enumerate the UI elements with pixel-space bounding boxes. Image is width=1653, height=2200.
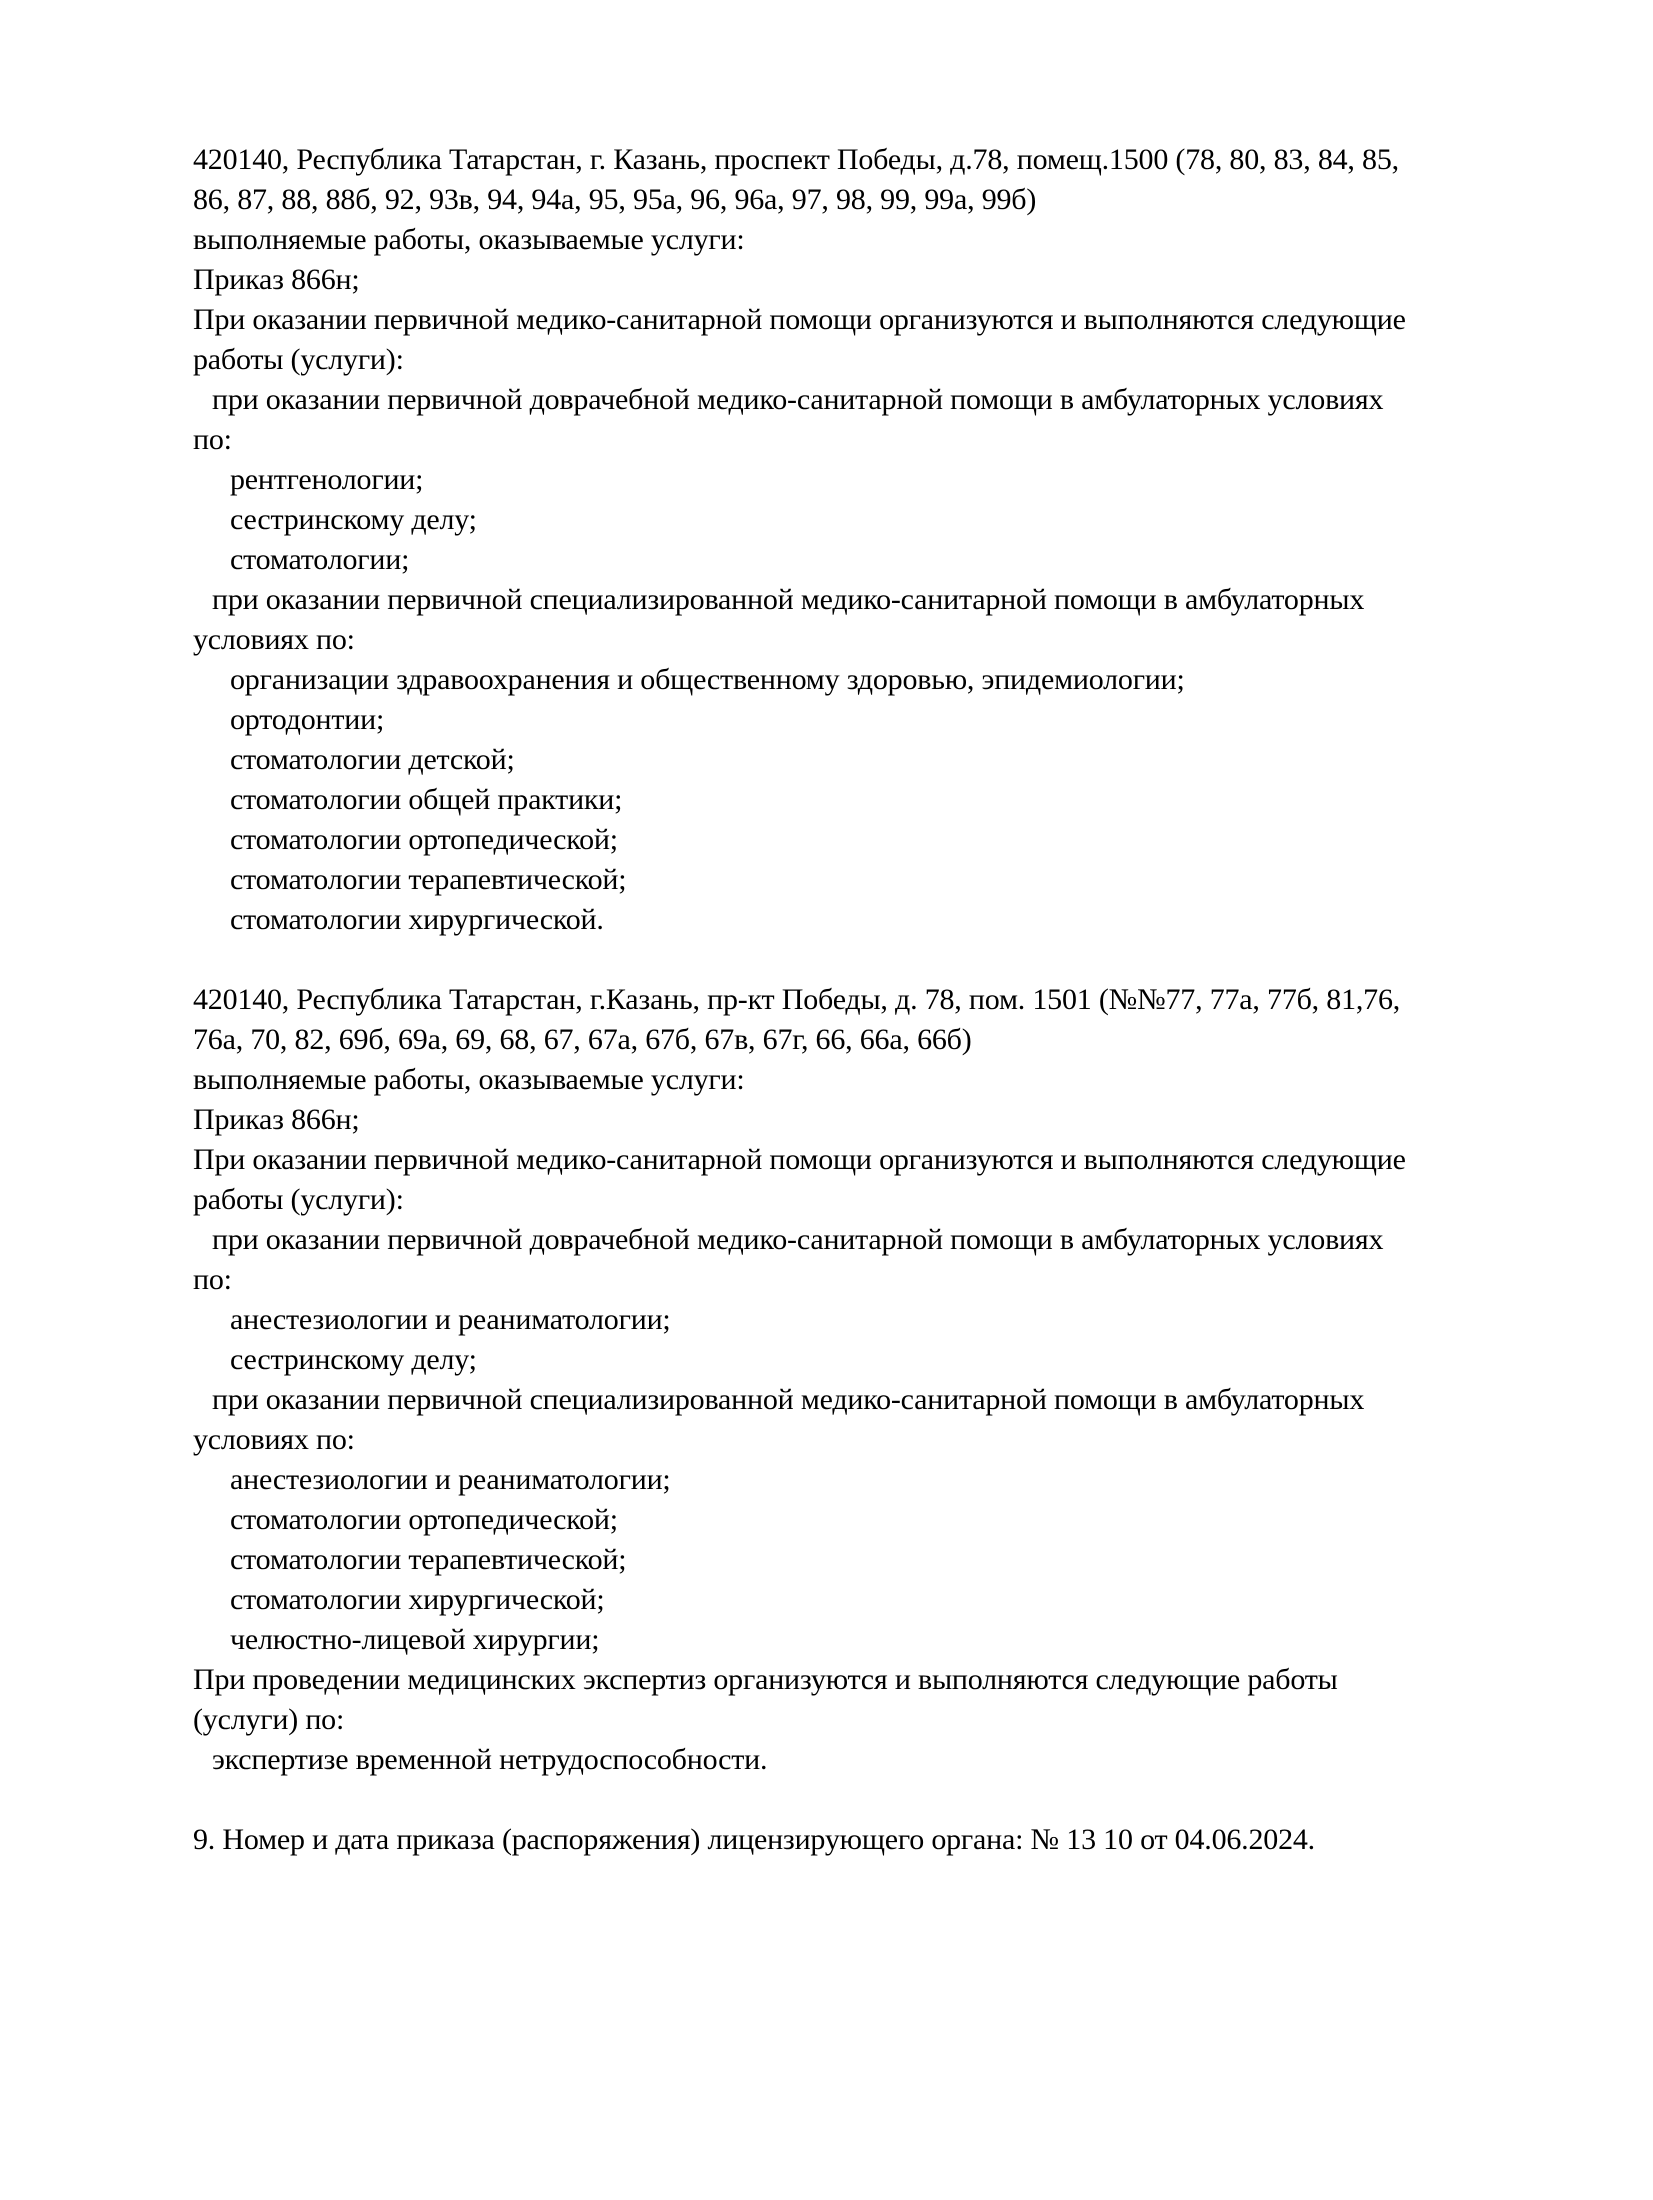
text-line: сестринскому делу;: [230, 1343, 477, 1376]
text-line: 420140, Республика Татарстан, г. Казань, проспект Победы, д.78, помещ.1500 (78, 80, 83, 84, 85,: [193, 143, 1399, 176]
text-line: анестезиологии и реаниматологии;: [230, 1463, 671, 1496]
text-line: 420140, Республика Татарстан, г.Казань, пр-кт Победы, д. 78, пом. 1501 (№№77, 77а, 77б, 81,76,: [193, 983, 1401, 1016]
text-line: При проведении медицинских экспертиз организуются и выполняются следующие работы: [193, 1663, 1338, 1696]
text-line: 9. Номер и дата приказа (распоряжения) лицензирующего органа: № 13 10 от 04.06.2024.: [193, 1823, 1315, 1856]
text-line: анестезиологии и реаниматологии;: [230, 1303, 671, 1336]
text-line: экспертизе временной нетрудоспособности.: [212, 1743, 768, 1776]
text-line: стоматологии ортопедической;: [230, 823, 618, 856]
text-line: При оказании первичной медико-санитарной помощи организуются и выполняются следующие: [193, 303, 1406, 336]
text-line: ортодонтии;: [230, 703, 385, 736]
text-line: работы (услуги):: [193, 343, 404, 376]
text-line: стоматологии;: [230, 543, 410, 576]
text-line: при оказании первичной специализированной медико-санитарной помощи в амбулаторных: [212, 583, 1365, 616]
text-line: стоматологии хирургической;: [230, 1583, 605, 1616]
text-line: при оказании первичной доврачебной медико-санитарной помощи в амбулаторных условиях: [212, 1223, 1384, 1256]
text-line: При оказании первичной медико-санитарной помощи организуются и выполняются следующие: [193, 1143, 1406, 1176]
text-line: стоматологии ортопедической;: [230, 1503, 618, 1536]
text-line: 76а, 70, 82, 69б, 69а, 69, 68, 67, 67а, 67б, 67в, 67г, 66, 66а, 66б): [193, 1023, 972, 1056]
text-line: рентгенологии;: [230, 463, 424, 496]
text-line: стоматологии общей практики;: [230, 783, 623, 816]
document-content: [193, 140, 1573, 1860]
text-line: выполняемые работы, оказываемые услуги:: [193, 223, 745, 256]
text-line: 86, 87, 88, 88б, 92, 93в, 94, 94а, 95, 95а, 96, 96а, 97, 98, 99, 99а, 99б): [193, 183, 1037, 216]
text-line: работы (услуги):: [193, 1183, 404, 1216]
text-line: (услуги) по:: [193, 1703, 345, 1736]
license-address-block-2: [193, 980, 1573, 1780]
order-number-line: [193, 1820, 1573, 1860]
text-line: стоматологии детской;: [230, 743, 515, 776]
text-line: при оказании первичной специализированной медико-санитарной помощи в амбулаторных: [212, 1383, 1365, 1416]
text-line: условиях по:: [193, 1423, 355, 1456]
text-line: Приказ 866н;: [193, 263, 360, 296]
text-line: челюстно-лицевой хирургии;: [230, 1623, 600, 1656]
text-line: стоматологии терапевтической;: [230, 1543, 627, 1576]
text-line: организации здравоохранения и общественному здоровью, эпидемиологии;: [230, 663, 1185, 696]
text-line: стоматологии терапевтической;: [230, 863, 627, 896]
text-line: условиях по:: [193, 623, 355, 656]
text-line: стоматологии хирургической.: [230, 903, 604, 936]
text-line: сестринскому делу;: [230, 503, 477, 536]
text-line: Приказ 866н;: [193, 1103, 360, 1136]
text-line: выполняемые работы, оказываемые услуги:: [193, 1063, 745, 1096]
text-line: по:: [193, 1263, 232, 1296]
license-address-block-1: [193, 140, 1573, 940]
text-line: при оказании первичной доврачебной медико-санитарной помощи в амбулаторных условиях: [212, 383, 1384, 416]
text-line: по:: [193, 423, 232, 456]
